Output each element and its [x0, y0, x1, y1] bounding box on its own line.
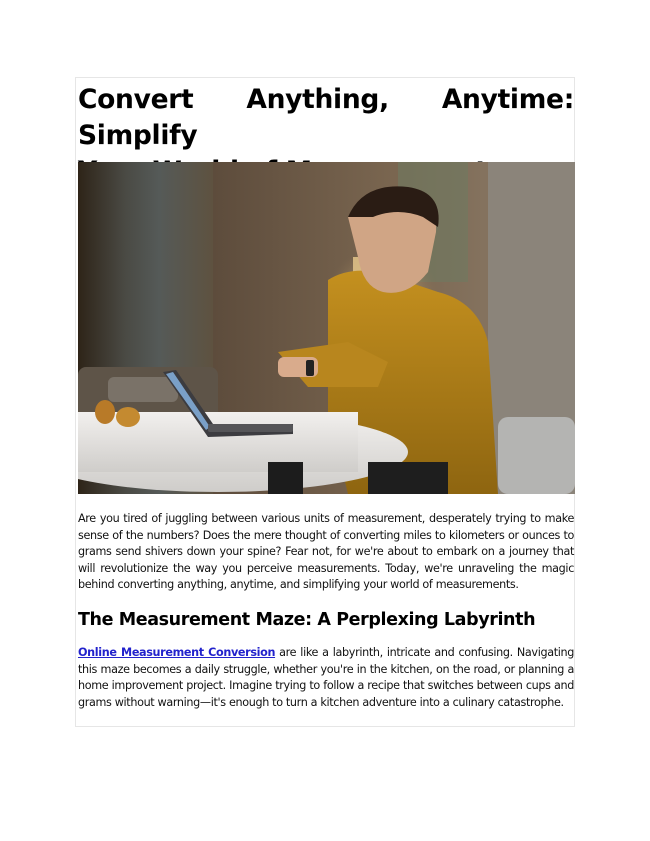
section-paragraph-text: are like a labyrinth, intricate and confusing. Navigating this maze becomes a daily struggle, whether you're in the kitchen, on the road, or planning a home improvement project. Imagine trying to follow a recipe that switches between cups and grams without warning—it's enough to turn a kitchen adventure into a culinary catastrophe.	[78, 646, 574, 709]
document-page	[75, 77, 575, 727]
hero-photo-illustration	[78, 162, 575, 494]
section-paragraph	[78, 645, 574, 711]
section-heading: The Measurement Maze: A Perplexing Labyrinth	[78, 610, 536, 630]
intro-paragraph: Are you tired of juggling between various units of measurement, desperately trying to make sense of the numbers? Does the mere thought of converting miles to kilometers or ounces to grams send shivers down your spine? Fear not, for we're about to embark on a journey that will revolutionize the way you perceive measurements. Today, we're unraveling the magic behind converting anything, anytime, and simplifying your world of measurements.	[78, 512, 574, 592]
online-measurement-conversion-link[interactable]: Online Measurement Conversion	[78, 646, 276, 659]
page-title-line-1: Convert Anything, Anytime: Simplify	[78, 84, 574, 151]
hero-image	[78, 162, 575, 494]
